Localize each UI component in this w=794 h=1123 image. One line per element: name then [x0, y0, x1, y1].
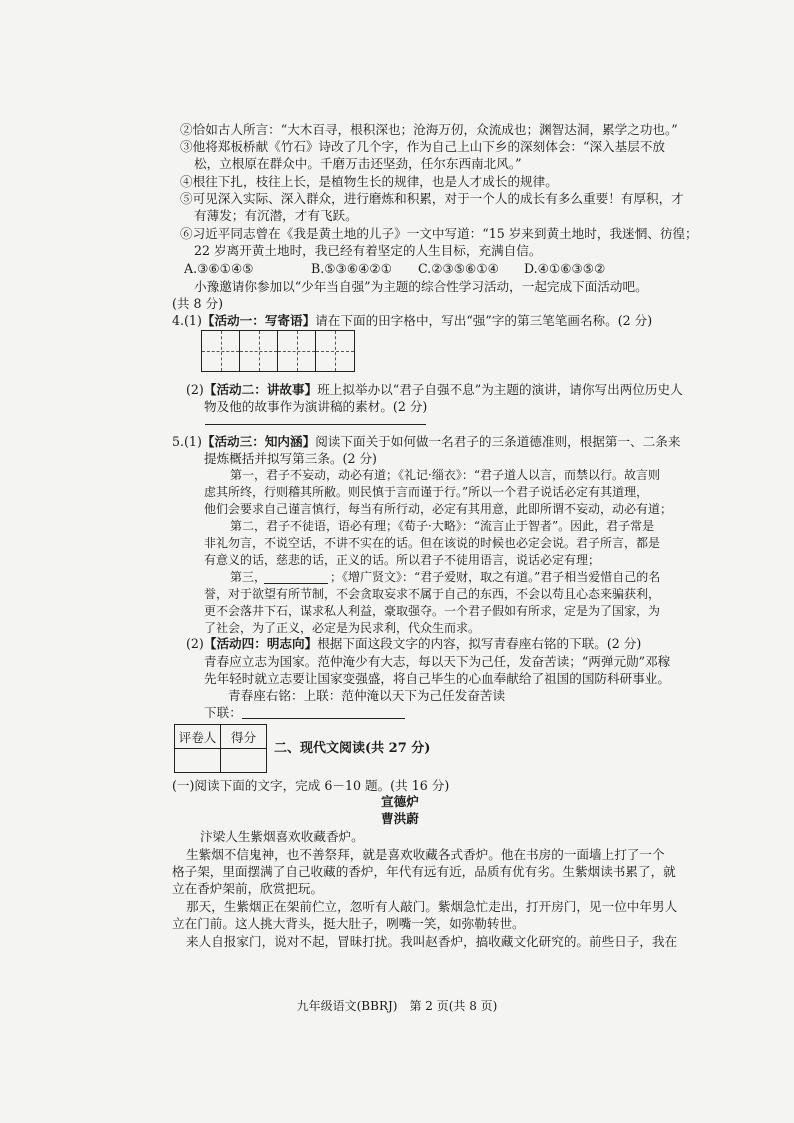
story-line: 生紫烟不信鬼神，也不善祭拜，就是喜欢收藏各式香炉。他在书房的一面墙上打了一个 — [186, 847, 665, 862]
grid-cell[interactable] — [202, 331, 240, 371]
score-table — [174, 724, 267, 773]
story-line: 那天，生紫烟正在架前伫立，忽听有人敲门。紫烟急忙走出，打开房门，见一位中年男人 — [186, 899, 678, 914]
passage-line: 第一，君子不妄动，动必有道；《礼记·缁衣》：“君子道人以言，而禁以行。故言则 — [230, 468, 660, 482]
option-a[interactable]: A.③⑥①④⑤ — [184, 261, 254, 276]
q5-1 — [172, 434, 680, 450]
passage-line: 更不会落井下石，谋求私人利益，豪取强夺。一个君子假如有所求，定是为了国家，为 — [204, 604, 661, 618]
q5-1-line1: 阅读下面关于如何做一名君子的三条道德准则，根据第一、二条来 — [315, 434, 681, 449]
q4-2-num: (2) — [186, 382, 204, 397]
passage-line: 他们会要求自己谨言慎行，每当有所行动，必定有其用意，此即所谓不妄动，动必有道； — [204, 502, 673, 516]
motto-first-line: 青春座右铭：上联：范仲淹以天下为己任发奋苦读 — [228, 688, 506, 703]
story-line: 来人自报家门，说对不起，冒昧打扰。我叫赵香炉，搞收藏文化研究的。前些日子，我在 — [186, 934, 678, 949]
q3-item-5: ⑤可见深入实际、深入群众，进行磨炼和积累，对于一个人的成长有多么重要！有厚积，才 — [180, 191, 684, 206]
q5-2-num: (2) — [186, 636, 204, 651]
q4-2-line1: 班上拟举办以“君子自强不息”为主题的演讲，请你写出两位历史人 — [317, 382, 683, 397]
passage-line: 了社会，为了正义，必定是为民求利，代众生而求。 — [204, 621, 481, 635]
q3-item-3: ③他将郑板桥献《竹石》诗改了几个字，作为自己上山下乡的深刻体会：“深入基层不放 — [180, 139, 666, 154]
passage-third-label: 第三， — [230, 570, 267, 584]
story-line: 立在香炉架前，欣赏把玩。 — [172, 881, 324, 896]
activity-intro: 小豫邀请你参加以“少年当自强”为主题的综合性学习活动，一起完成下面活动吧。 — [194, 279, 648, 294]
q3-item-6-cont: 22 岁离开黄土地时，我已经有着坚定的人生目标，充满自信。 — [194, 243, 542, 258]
q5-1-tag: 【活动三：知内涵】 — [201, 434, 316, 449]
q4-1-num: 4.(1) — [172, 313, 202, 328]
tianzige-grid[interactable] — [201, 330, 355, 372]
q4-2-tag: 【活动二：讲故事】 — [203, 382, 318, 397]
reading-intro: (一)阅读下面的文字，完成 6－10 题。(共 16 分) — [172, 778, 450, 793]
passage-line: 非礼勿言，不说空话，不讲不实在的话。但在该说的时候也必定会说。君子所言，都是 — [204, 536, 661, 550]
story-line: 格子架，里面摆满了自己收藏的香炉，年代有远有近，品质有优有劣。生紫烟读书累了，就 — [172, 864, 676, 879]
score-label: 得分 — [221, 725, 267, 749]
q5-1-num: 5.(1) — [172, 434, 202, 449]
story-title: 宣德炉 — [381, 794, 419, 809]
reviewer-cell[interactable] — [175, 749, 221, 773]
q5-2-passage-line: 青春应立志为国家。范仲淹少有大志，每以天下为己任，发奋苦读；“两弹元勋”邓稼 — [204, 654, 671, 669]
q5-2-text: 根据下面这段文字的内容，拟写青春座右铭的下联。(2 分) — [317, 636, 642, 651]
passage-line: 有意义的话，慈悲的话，正义的话。所以君子不徒用语言，说话必定有理； — [204, 553, 601, 567]
q4-2 — [186, 382, 683, 398]
q3-item-5-cont: 有薄发；有沉潜，才有飞跃。 — [194, 208, 358, 223]
motto-answer-line[interactable] — [242, 718, 405, 719]
story-author: 曹洪蔚 — [381, 811, 419, 826]
page-footer: 九年级语文(BBRJ) 第 2 页(共 8 页) — [296, 999, 498, 1013]
q3-item-6: ⑥习近平同志曾在《我是黄土地的儿子》一文中写道：“15 岁来到黄土地时，我迷惘、彷徨； — [180, 226, 698, 241]
score-cell[interactable] — [221, 749, 267, 773]
grid-cell[interactable] — [278, 331, 316, 371]
q3-item-2: ②恰如古人所言：“大木百寻，根积深也；沧海万仞，众流成也；渊智达洞，累学之功也。” — [180, 122, 678, 137]
motto-second-line-label: 下联： — [204, 705, 242, 720]
option-d[interactable]: D.④①⑥③⑤② — [524, 261, 606, 276]
passage-line: 第二，君子不徒语，语必有理；《荀子·大略》：“流言止于智者”。因此，君子常是 — [230, 519, 655, 533]
story-line: 汴梁人生紫烟喜欢收藏香炉。 — [200, 829, 364, 844]
activity-intro-score: (共 8 分) — [172, 296, 224, 311]
q4-1-tag: 【活动一：写寄语】 — [201, 313, 316, 328]
section-title: 二、现代文阅读(共 27 分) — [274, 741, 431, 756]
q3-item-4: ④根往下扎，枝往上长，是植物生长的规律，也是人才成长的规律。 — [180, 174, 558, 189]
grid-cell[interactable] — [240, 331, 278, 371]
passage-line: ；《增广贤文》：“君子爱财，取之有道。”君子相当爱惜自己的名 — [330, 570, 661, 584]
q5-1-line2: 提炼概括并拟写第三条。(2 分) — [204, 451, 377, 466]
q5-2 — [186, 636, 641, 652]
third-rule-blank[interactable] — [264, 583, 328, 584]
q5-2-passage-line: 先年轻时就立志要让国家变强盛，将自己毕生的心血奉献给了祖国的国防科研事业。 — [204, 671, 670, 686]
passage-line: 虑其所终，行则稽其所敝。则民慎于言而谨于行。”所以一个君子说话必定有其道理， — [204, 485, 649, 499]
q4-1 — [172, 313, 652, 329]
story-line: 立在门前。这人挑大背头，挺大肚子，咧嘴一笑，如弥勒转世。 — [172, 916, 525, 931]
q5-2-tag: 【活动四：明志向】 — [203, 636, 318, 651]
q4-1-text: 请在下面的田字格中，写出“强”字的第三笔笔画名称。(2 分) — [315, 313, 653, 328]
passage-line: 誉，对于欲望有所节制，不会贪取妄求不属于自己的东西，不会以苟且心态来骗获利， — [204, 587, 661, 601]
option-b[interactable]: B.⑤③⑥④②① — [311, 261, 392, 276]
answer-line[interactable] — [205, 424, 426, 425]
q3-item-3-cont: 松，立根原在群众中。千磨万击还坚劲，任尔东西南北风。” — [194, 156, 522, 171]
option-c[interactable]: C.②③⑤⑥①④ — [418, 261, 499, 276]
reviewer-label: 评卷人 — [175, 725, 221, 749]
grid-cell[interactable] — [316, 331, 354, 371]
q4-2-line2: 物及他的故事作为演讲稿的素材。(2 分) — [204, 399, 428, 414]
